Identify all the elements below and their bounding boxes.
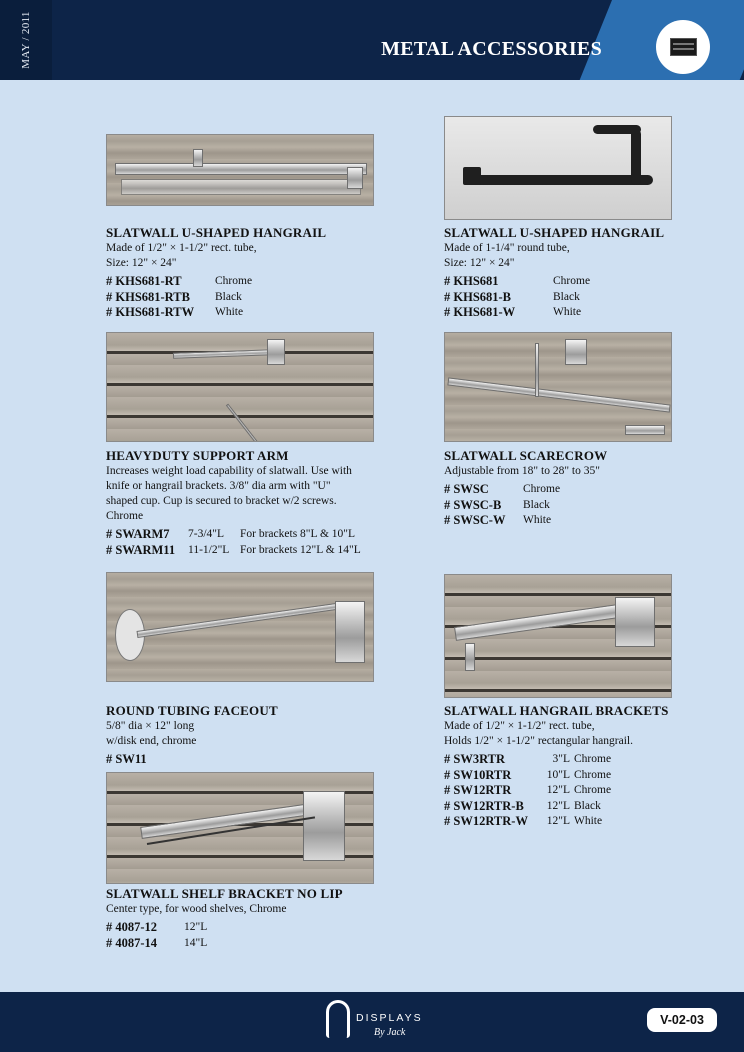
product-title: SLATWALL U-SHAPED HANGRAIL: [444, 225, 665, 240]
sku-row: # SW3RTR 3"L Chrome: [444, 752, 612, 766]
product-4087: [106, 886, 406, 951]
company-logo: [326, 998, 426, 1046]
sku-row: # KHS681-RT Chrome: [106, 274, 253, 288]
sku-row: # SW10RTR 10"L Chrome: [444, 767, 612, 782]
product-description: Adjustable from 18" to 28" to 35": [444, 465, 600, 477]
page-header: [0, 0, 744, 80]
product-description: 5/8" dia × 12" long w/disk end, chrome: [106, 720, 197, 747]
sku-row: # SWARM7 7-3/4"L For brackets 8"L & 10"L: [106, 527, 355, 541]
product-image-khs681: [444, 116, 672, 220]
product-image-sw11: [106, 572, 374, 682]
product-khs681: [444, 225, 744, 321]
product-description: Center type, for wood shelves, Chrome: [106, 903, 287, 915]
sku-row: # SW12RTR 12"L Chrome: [444, 783, 612, 797]
page-footer: [0, 992, 744, 1052]
product-description: Made of 1-1/4" round tube, Size: 12" × 24": [444, 242, 570, 269]
product-description: Made of 1/2" × 1-1/2" rect. tube, Size: 12" × 24": [106, 242, 257, 269]
sku-row: # SWSC-B Black: [444, 497, 550, 512]
page-title: METAL ACCESSORIES: [381, 38, 602, 60]
product-description: Made of 1/2" × 1-1/2" rect. tube, Holds 1/2" × 1-1/2" rectangular hangrail.: [444, 720, 633, 747]
sku-row: # SW12RTR-W 12"L White: [444, 814, 603, 828]
page-number: V-02-03: [647, 1008, 717, 1032]
sku-row: # KHS681-RTB Black: [106, 289, 242, 304]
product-swrtr: [444, 703, 744, 830]
sku-row: # SWARM11 11-1/2"L For brackets 12"L & 14"L: [106, 542, 361, 557]
category-badge: [656, 20, 710, 74]
product-sw11: [106, 703, 406, 768]
logo-mark-icon: [326, 1000, 350, 1038]
product-image-swsc: [444, 332, 672, 442]
product-title: ROUND TUBING FACEOUT: [106, 703, 278, 718]
product-sku-list: [106, 527, 386, 558]
product-image-swarm: [106, 332, 374, 442]
sku-row: # 4087-12 12"L: [106, 920, 208, 934]
product-swarm: [106, 448, 386, 558]
logo-wordmark: DISPLAYS: [356, 1012, 423, 1024]
sku-row: # SW11: [106, 752, 147, 766]
product-sku-list: [444, 752, 744, 830]
product-swsc: [444, 448, 744, 529]
product-image-khs681-rt: [106, 134, 374, 206]
product-title: HEAVYDUTY SUPPORT ARM: [106, 448, 289, 463]
product-title: SLATWALL SHELF BRACKET NO LIP: [106, 886, 343, 901]
product-title: SLATWALL U-SHAPED HANGRAIL: [106, 225, 327, 240]
sku-row: # KHS681 Chrome: [444, 274, 591, 288]
product-title: SLATWALL SCARECROW: [444, 448, 608, 463]
product-sku-list: [444, 482, 744, 529]
product-sku-list: [106, 274, 406, 321]
product-sku-list: [106, 752, 406, 768]
product-title: SLATWALL HANGRAIL BRACKETS: [444, 703, 669, 718]
sku-row: # KHS681-B Black: [444, 289, 580, 304]
product-image-swrtr: [444, 574, 672, 698]
issue-date: MAY / 2011: [20, 11, 32, 69]
sku-row: # SWSC Chrome: [444, 482, 561, 496]
slatwall-panel-icon: [670, 38, 697, 56]
sku-row: # 4087-14 14"L: [106, 935, 208, 950]
sku-row: # SW12RTR-B 12"L Black: [444, 798, 601, 813]
product-sku-list: [106, 920, 406, 951]
product-image-4087: [106, 772, 374, 884]
product-description: Increases weight load capability of slatwall. Use with knife or hangrail brackets. 3/8" dia arm with "U" shaped cup. Cup is secured to bracket w/2 screws. Chrome: [106, 465, 352, 522]
sku-row: # KHS681-RTW White: [106, 305, 244, 319]
logo-tagline: By Jack: [374, 1027, 406, 1038]
product-khs681-rt: [106, 225, 406, 321]
sku-row: # KHS681-W White: [444, 305, 582, 319]
sku-row: # SWSC-W White: [444, 513, 552, 527]
product-sku-list: [444, 274, 744, 321]
